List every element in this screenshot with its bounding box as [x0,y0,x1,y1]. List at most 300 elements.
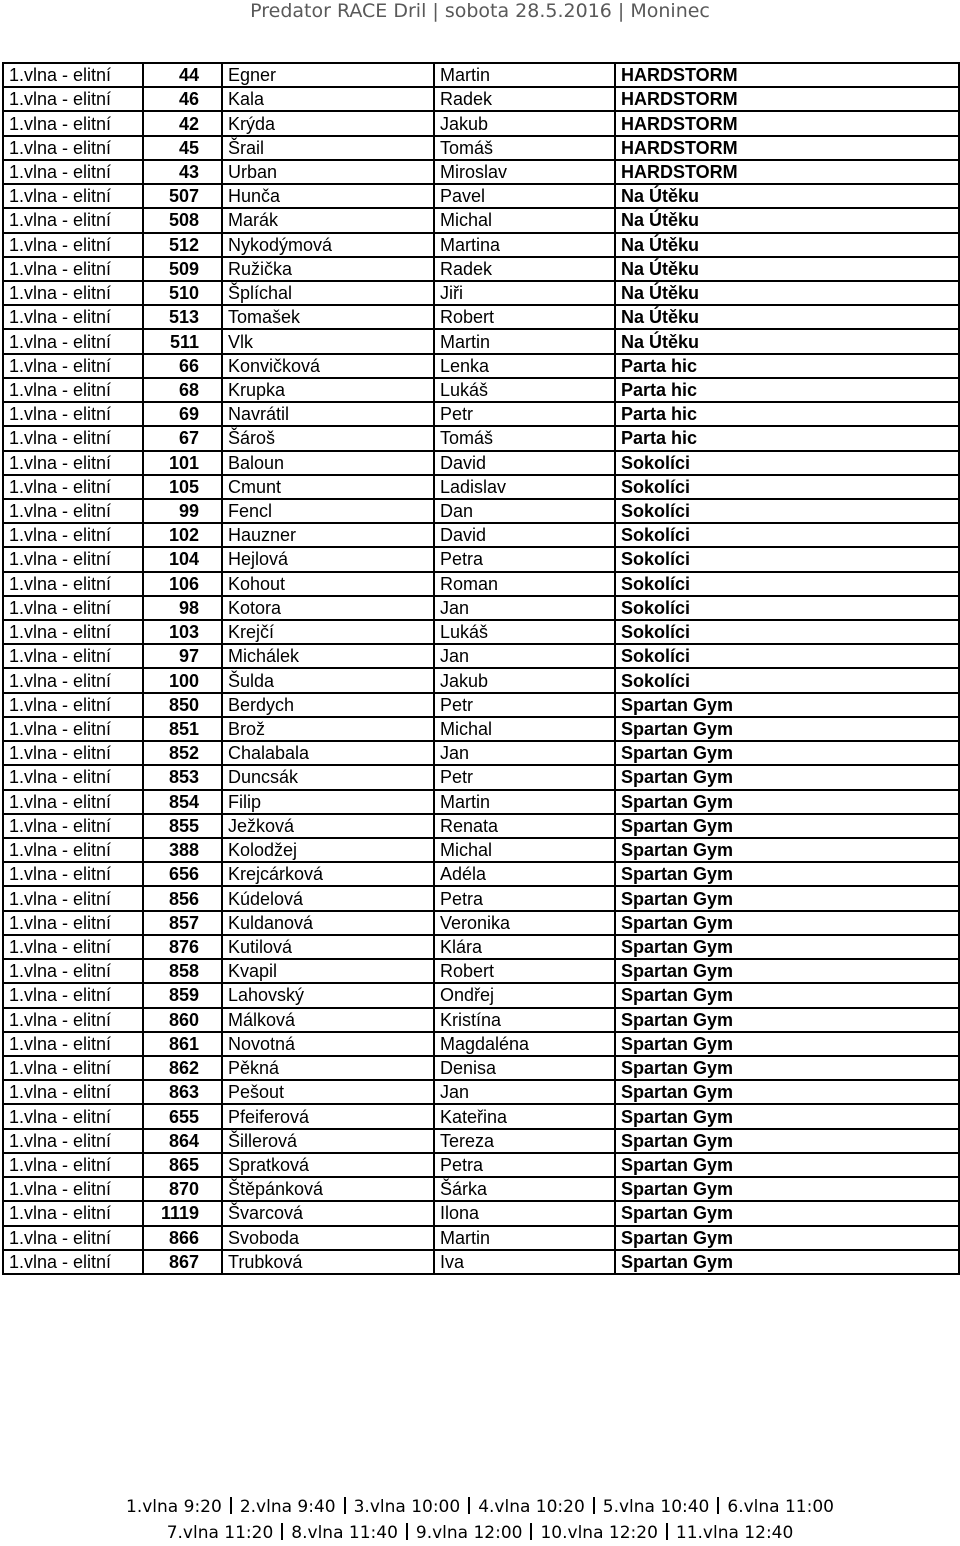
team-cell: Sokolíci [615,596,959,620]
table-row [3,63,959,87]
table-row [3,1250,959,1274]
start-number-cell: 513 [143,305,222,329]
table-row [3,1201,959,1225]
start-number-cell: 863 [143,1080,222,1104]
last-name-cell: Tomašek [222,305,434,329]
wave-cell: 1.vlna - elitní [3,959,143,983]
last-name-cell: Krejcárková [222,862,434,886]
wave-cell: 1.vlna - elitní [3,814,143,838]
first-name-cell: Adéla [434,862,615,886]
table-row [3,1129,959,1153]
last-name-cell: Brož [222,717,434,741]
last-name-cell: Šároš [222,426,434,450]
wave-cell: 1.vlna - elitní [3,1177,143,1201]
last-name-cell: Michálek [222,644,434,668]
team-cell: Sokolíci [615,523,959,547]
first-name-cell: Michal [434,208,615,232]
start-number-cell: 44 [143,63,222,87]
table-row [3,620,959,644]
table-row [3,547,959,571]
start-number-cell: 860 [143,1008,222,1032]
team-cell: Sokolíci [615,451,959,475]
wave-cell: 1.vlna - elitní [3,668,143,692]
start-number-cell: 859 [143,983,222,1007]
first-name-cell: Tomáš [434,426,615,450]
last-name-cell: Švarcová [222,1201,434,1225]
start-number-cell: 42 [143,111,222,135]
team-cell: Spartan Gym [615,1226,959,1250]
wave-cell: 1.vlna - elitní [3,378,143,402]
first-name-cell: Magdaléna [434,1032,615,1056]
table-row [3,668,959,692]
first-name-cell: Denisa [434,1056,615,1080]
last-name-cell: Kotora [222,596,434,620]
last-name-cell: Pfeiferová [222,1104,434,1128]
wave-cell: 1.vlna - elitní [3,620,143,644]
team-cell: Na Útěku [615,305,959,329]
last-name-cell: Vlk [222,329,434,353]
wave-cell: 1.vlna - elitní [3,87,143,111]
last-name-cell: Lahovský [222,983,434,1007]
table-row [3,329,959,353]
last-name-cell: Cmunt [222,475,434,499]
table-row [3,233,959,257]
first-name-cell: Michal [434,838,615,862]
first-name-cell: Jiři [434,281,615,305]
first-name-cell: Iva [434,1250,615,1274]
table-row [3,451,959,475]
last-name-cell: Šulda [222,668,434,692]
first-name-cell: David [434,451,615,475]
wave-cell: 1.vlna - elitní [3,1008,143,1032]
start-number-cell: 858 [143,959,222,983]
wave-time: 5.vlna 10:40 [602,1497,710,1517]
start-number-cell: 101 [143,451,222,475]
table-row [3,1153,959,1177]
team-cell: Spartan Gym [615,1129,959,1153]
start-number-cell: 66 [143,354,222,378]
wave-cell: 1.vlna - elitní [3,475,143,499]
table-row [3,693,959,717]
first-name-cell: Martina [434,233,615,257]
team-cell: Na Útěku [615,257,959,281]
table-row [3,354,959,378]
first-name-cell: Kristína [434,1008,615,1032]
team-cell: Spartan Gym [615,838,959,862]
team-cell: Spartan Gym [615,741,959,765]
start-number-cell: 850 [143,693,222,717]
last-name-cell: Hunča [222,184,434,208]
last-name-cell: Marák [222,208,434,232]
wave-cell: 1.vlna - elitní [3,741,143,765]
start-number-cell: 45 [143,136,222,160]
team-cell: Spartan Gym [615,862,959,886]
table-row [3,596,959,620]
wave-time: 7.vlna 11:20 [166,1523,274,1543]
first-name-cell: Martin [434,329,615,353]
table-row [3,959,959,983]
wave-cell: 1.vlna - elitní [3,644,143,668]
wave-time: 3.vlna 10:00 [353,1497,461,1517]
wave-cell: 1.vlna - elitní [3,1129,143,1153]
last-name-cell: Ružička [222,257,434,281]
start-number-cell: 866 [143,1226,222,1250]
table-row [3,402,959,426]
last-name-cell: Kúdelová [222,886,434,910]
start-number-cell: 1119 [143,1201,222,1225]
participant-table-body [3,63,959,1274]
last-name-cell: Krupka [222,378,434,402]
team-cell: Spartan Gym [615,1032,959,1056]
start-number-cell: 68 [143,378,222,402]
start-number-cell: 865 [143,1153,222,1177]
table-row [3,790,959,814]
first-name-cell: Petra [434,886,615,910]
first-name-cell: Jan [434,741,615,765]
table-row [3,886,959,910]
first-name-cell: Petr [434,693,615,717]
team-cell: Parta hic [615,402,959,426]
wave-cell: 1.vlna - elitní [3,596,143,620]
start-number-cell: 870 [143,1177,222,1201]
table-row [3,136,959,160]
start-number-cell: 98 [143,596,222,620]
start-number-cell: 857 [143,911,222,935]
last-name-cell: Šrail [222,136,434,160]
first-name-cell: Lukáš [434,620,615,644]
last-name-cell: Kala [222,87,434,111]
first-name-cell: Radek [434,257,615,281]
start-number-cell: 855 [143,814,222,838]
start-number-cell: 105 [143,475,222,499]
page-header [0,0,960,26]
table-row [3,378,959,402]
table-row [3,572,959,596]
first-name-cell: Michal [434,717,615,741]
last-name-cell: Duncsák [222,765,434,789]
team-cell: HARDSTORM [615,160,959,184]
wave-cell: 1.vlna - elitní [3,1080,143,1104]
team-cell: HARDSTORM [615,136,959,160]
wave-cell: 1.vlna - elitní [3,523,143,547]
start-number-cell: 854 [143,790,222,814]
team-cell: Na Útěku [615,281,959,305]
last-name-cell: Šillerová [222,1129,434,1153]
separator [717,1497,719,1514]
first-name-cell: Renata [434,814,615,838]
team-cell: Spartan Gym [615,935,959,959]
last-name-cell: Kutilová [222,935,434,959]
wave-time: 4.vlna 10:20 [478,1497,585,1517]
first-name-cell: Jakub [434,111,615,135]
table-row [3,862,959,886]
first-name-cell: Lenka [434,354,615,378]
wave-time: 2.vlna 9:40 [239,1497,336,1517]
team-cell: Sokolíci [615,668,959,692]
last-name-cell: Hauzner [222,523,434,547]
first-name-cell: Roman [434,572,615,596]
last-name-cell: Kohout [222,572,434,596]
wave-cell: 1.vlna - elitní [3,547,143,571]
last-name-cell: Trubková [222,1250,434,1274]
table-row [3,935,959,959]
team-cell: Na Útěku [615,233,959,257]
team-cell: Parta hic [615,354,959,378]
start-number-cell: 43 [143,160,222,184]
wave-cell: 1.vlna - elitní [3,886,143,910]
start-number-cell: 656 [143,862,222,886]
last-name-cell: Konvičková [222,354,434,378]
start-number-cell: 100 [143,668,222,692]
wave-cell: 1.vlna - elitní [3,402,143,426]
wave-schedule-line-2 [0,1522,960,1544]
wave-cell: 1.vlna - elitní [3,233,143,257]
table-row [3,814,959,838]
team-cell: Spartan Gym [615,814,959,838]
team-cell: Spartan Gym [615,959,959,983]
separator [281,1523,283,1540]
wave-cell: 1.vlna - elitní [3,790,143,814]
table-row [3,281,959,305]
last-name-cell: Fencl [222,499,434,523]
wave-cell: 1.vlna - elitní [3,1201,143,1225]
wave-cell: 1.vlna - elitní [3,160,143,184]
team-cell: Spartan Gym [615,1250,959,1274]
team-cell: Spartan Gym [615,1056,959,1080]
start-number-cell: 861 [143,1032,222,1056]
first-name-cell: David [434,523,615,547]
wave-cell: 1.vlna - elitní [3,1226,143,1250]
start-number-cell: 103 [143,620,222,644]
table-row [3,184,959,208]
first-name-cell: Martin [434,790,615,814]
first-name-cell: Jan [434,1080,615,1104]
table-row [3,160,959,184]
team-cell: Spartan Gym [615,1104,959,1128]
wave-cell: 1.vlna - elitní [3,281,143,305]
start-number-cell: 864 [143,1129,222,1153]
table-row [3,983,959,1007]
wave-cell: 1.vlna - elitní [3,63,143,87]
team-cell: Sokolíci [615,499,959,523]
last-name-cell: Kolodžej [222,838,434,862]
wave-cell: 1.vlna - elitní [3,935,143,959]
start-number-cell: 97 [143,644,222,668]
start-number-cell: 508 [143,208,222,232]
first-name-cell: Pavel [434,184,615,208]
wave-cell: 1.vlna - elitní [3,911,143,935]
first-name-cell: Petr [434,765,615,789]
start-number-cell: 856 [143,886,222,910]
first-name-cell: Lukáš [434,378,615,402]
start-number-cell: 106 [143,572,222,596]
first-name-cell: Kateřina [434,1104,615,1128]
separator [468,1497,470,1514]
last-name-cell: Svoboda [222,1226,434,1250]
last-name-cell: Krýda [222,111,434,135]
last-name-cell: Berdych [222,693,434,717]
first-name-cell: Klára [434,935,615,959]
last-name-cell: Urban [222,160,434,184]
last-name-cell: Chalabala [222,741,434,765]
start-number-cell: 67 [143,426,222,450]
first-name-cell: Robert [434,305,615,329]
first-name-cell: Petra [434,1153,615,1177]
last-name-cell: Spratková [222,1153,434,1177]
table-row [3,208,959,232]
wave-cell: 1.vlna - elitní [3,862,143,886]
wave-cell: 1.vlna - elitní [3,329,143,353]
first-name-cell: Ondřej [434,983,615,1007]
start-number-cell: 512 [143,233,222,257]
first-name-cell: Radek [434,87,615,111]
last-name-cell: Ježková [222,814,434,838]
team-cell: Spartan Gym [615,765,959,789]
start-number-cell: 862 [143,1056,222,1080]
table-row [3,426,959,450]
table-row [3,741,959,765]
wave-time: 1.vlna 9:20 [126,1497,222,1517]
wave-cell: 1.vlna - elitní [3,983,143,1007]
table-row [3,87,959,111]
team-cell: HARDSTORM [615,63,959,87]
table-row [3,838,959,862]
start-number-cell: 510 [143,281,222,305]
team-cell: Parta hic [615,426,959,450]
last-name-cell: Krejčí [222,620,434,644]
first-name-cell: Martin [434,1226,615,1250]
page-title: Predator RACE Dril | sobota 28.5.2016 | Moninec [250,0,710,22]
first-name-cell: Petr [434,402,615,426]
team-cell: Na Útěku [615,184,959,208]
team-cell: Sokolíci [615,475,959,499]
last-name-cell: Novotná [222,1032,434,1056]
wave-cell: 1.vlna - elitní [3,838,143,862]
first-name-cell: Jan [434,644,615,668]
team-cell: Na Útěku [615,329,959,353]
first-name-cell: Martin [434,63,615,87]
start-number-cell: 69 [143,402,222,426]
table-row [3,717,959,741]
first-name-cell: Miroslav [434,160,615,184]
team-cell: Spartan Gym [615,1153,959,1177]
last-name-cell: Egner [222,63,434,87]
start-number-cell: 507 [143,184,222,208]
wave-cell: 1.vlna - elitní [3,1250,143,1274]
separator [530,1523,532,1540]
wave-time: 9.vlna 12:00 [415,1523,523,1543]
first-name-cell: Ladislav [434,475,615,499]
team-cell: Spartan Gym [615,983,959,1007]
start-number-cell: 876 [143,935,222,959]
first-name-cell: Tomáš [434,136,615,160]
table-row [3,765,959,789]
wave-cell: 1.vlna - elitní [3,572,143,596]
table-row [3,257,959,281]
wave-cell: 1.vlna - elitní [3,426,143,450]
first-name-cell: Veronika [434,911,615,935]
table-row [3,1104,959,1128]
wave-cell: 1.vlna - elitní [3,1104,143,1128]
start-number-cell: 655 [143,1104,222,1128]
table-row [3,523,959,547]
last-name-cell: Baloun [222,451,434,475]
start-number-cell: 509 [143,257,222,281]
table-row [3,305,959,329]
separator [406,1523,408,1540]
participant-table [2,62,960,1275]
wave-cell: 1.vlna - elitní [3,136,143,160]
team-cell: Sokolíci [615,644,959,668]
team-cell: HARDSTORM [615,111,959,135]
wave-cell: 1.vlna - elitní [3,1032,143,1056]
table-row [3,1080,959,1104]
team-cell: Spartan Gym [615,911,959,935]
first-name-cell: Jan [434,596,615,620]
start-number-cell: 851 [143,717,222,741]
team-cell: Sokolíci [615,572,959,596]
team-cell: Spartan Gym [615,1080,959,1104]
wave-time: 8.vlna 11:40 [291,1523,398,1543]
wave-cell: 1.vlna - elitní [3,499,143,523]
table-row [3,644,959,668]
last-name-cell: Navrátil [222,402,434,426]
separator [344,1497,346,1514]
last-name-cell: Kvapil [222,959,434,983]
last-name-cell: Filip [222,790,434,814]
table-row [3,1177,959,1201]
table-row [3,475,959,499]
last-name-cell: Hejlová [222,547,434,571]
wave-cell: 1.vlna - elitní [3,451,143,475]
start-number-cell: 99 [143,499,222,523]
team-cell: Spartan Gym [615,717,959,741]
last-name-cell: Pešout [222,1080,434,1104]
start-number-cell: 852 [143,741,222,765]
last-name-cell: Pěkná [222,1056,434,1080]
wave-cell: 1.vlna - elitní [3,1056,143,1080]
last-name-cell: Nykodýmová [222,233,434,257]
team-cell: Spartan Gym [615,790,959,814]
first-name-cell: Petra [434,547,615,571]
separator [593,1497,595,1514]
first-name-cell: Tereza [434,1129,615,1153]
start-number-cell: 511 [143,329,222,353]
table-row [3,1008,959,1032]
last-name-cell: Šplíchal [222,281,434,305]
last-name-cell: Štěpánková [222,1177,434,1201]
first-name-cell: Robert [434,959,615,983]
wave-cell: 1.vlna - elitní [3,765,143,789]
table-row [3,1056,959,1080]
separator [230,1497,232,1514]
wave-cell: 1.vlna - elitní [3,184,143,208]
wave-cell: 1.vlna - elitní [3,257,143,281]
start-number-cell: 46 [143,87,222,111]
start-number-cell: 388 [143,838,222,862]
wave-time: 10.vlna 12:20 [540,1523,658,1543]
wave-cell: 1.vlna - elitní [3,305,143,329]
team-cell: Spartan Gym [615,886,959,910]
wave-cell: 1.vlna - elitní [3,208,143,232]
first-name-cell: Ilona [434,1201,615,1225]
team-cell: Spartan Gym [615,1177,959,1201]
last-name-cell: Kuldanová [222,911,434,935]
table-row [3,111,959,135]
first-name-cell: Dan [434,499,615,523]
last-name-cell: Málková [222,1008,434,1032]
first-name-cell: Šárka [434,1177,615,1201]
